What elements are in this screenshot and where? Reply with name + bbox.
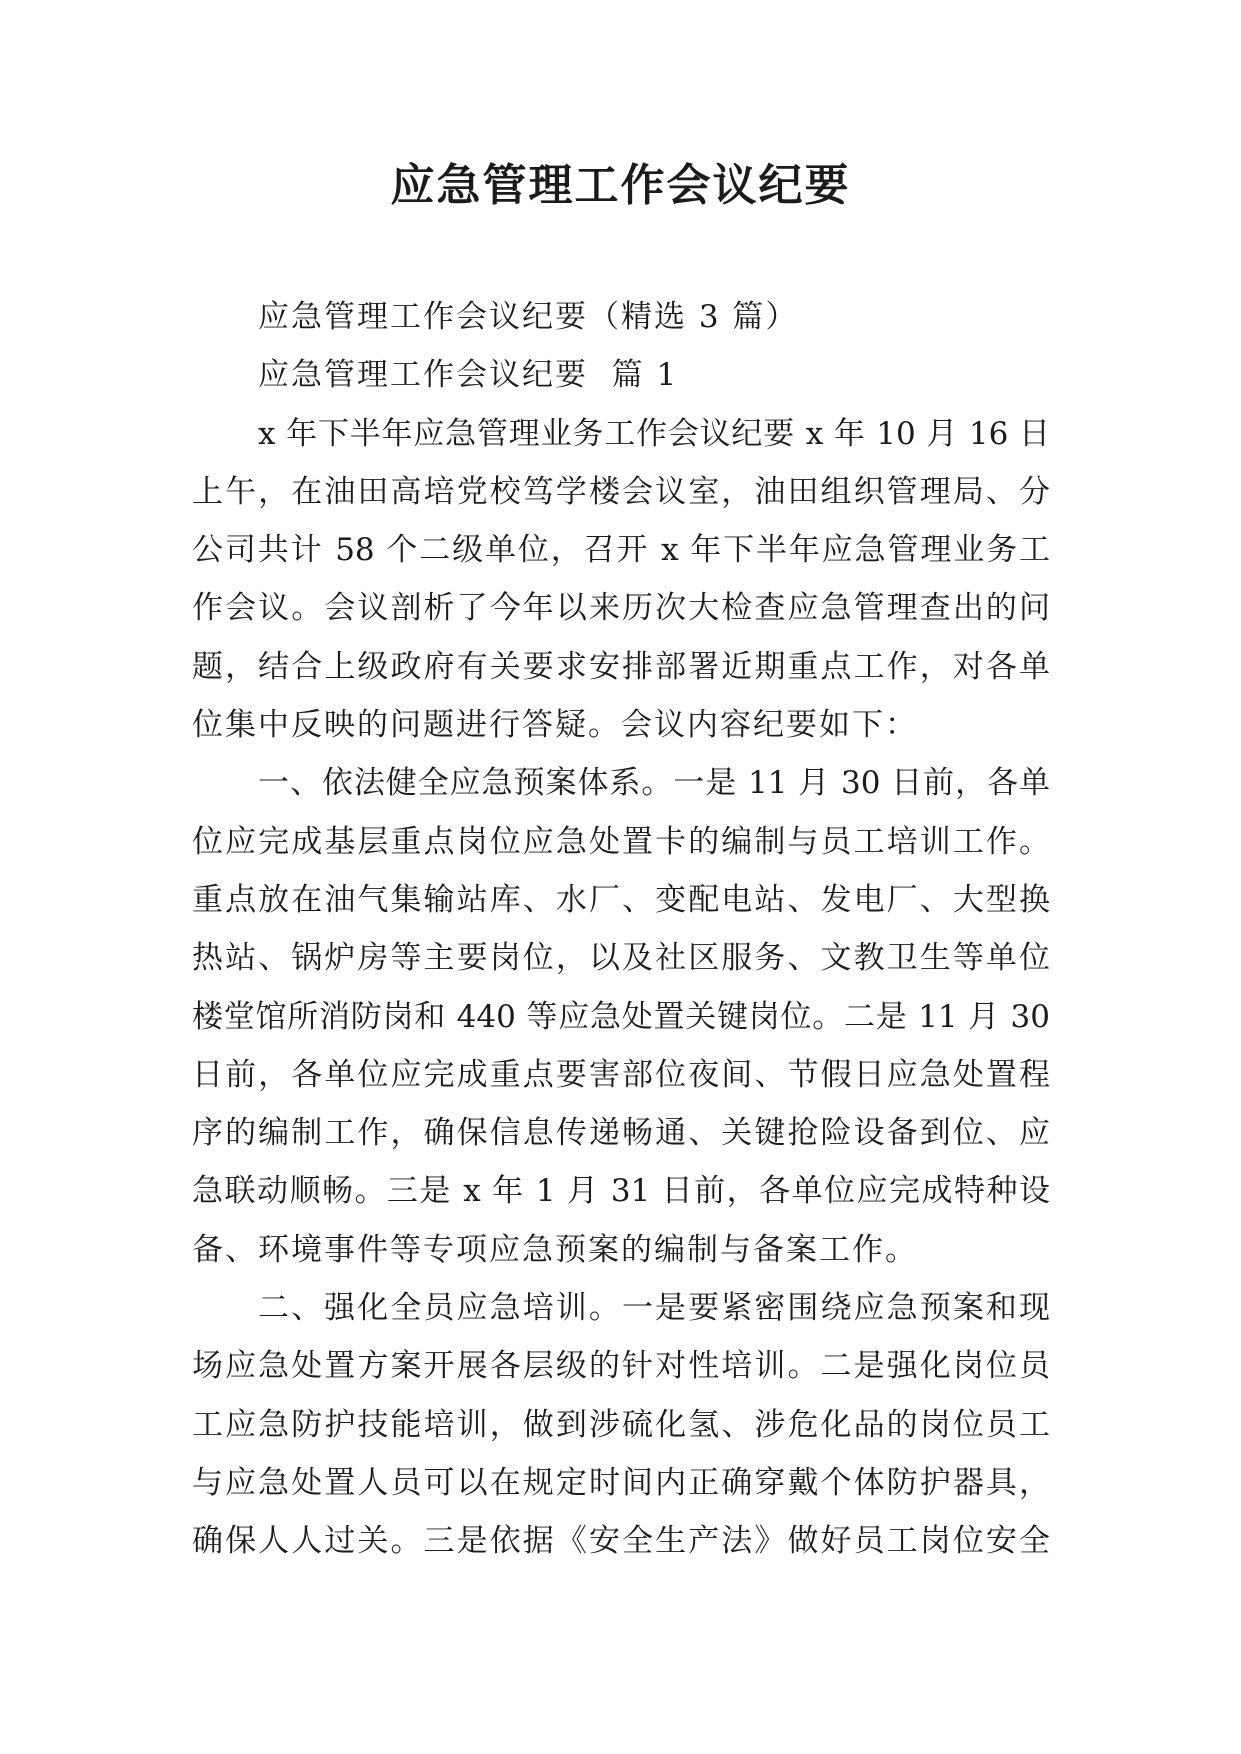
text-line: 公司共计 58 个二级单位，召开 x 年下半年应急管理业务工 [192,532,1050,569]
text-line: 与应急处置人员可以在规定时间内正确穿戴个体防护器具， [192,1464,1050,1501]
text-line: 位应完成基层重点岗位应急处置卡的编制与员工培训工作。 [192,823,1050,860]
text-line: 日前，各单位应完成重点要害部位夜间、节假日应急处置程 [192,1056,1050,1093]
text-line: 位集中反映的问题进行答疑。会议内容纪要如下： [192,707,918,744]
text-line: x 年下半年应急管理业务工作会议纪要 x 年 10 月 16 日 [258,415,1050,452]
paragraph [192,405,1050,755]
text-line: 序的编制工作，确保信息传递畅通、关键抢险设备到位、应 [192,1115,1050,1152]
document-title: 应急管理工作会议纪要 [390,160,851,211]
text-line: 作会议。会议剖析了今年以来历次大检查应急管理查出的问 [192,590,1050,627]
paragraph [192,288,1050,346]
document-body [192,288,1050,1571]
paragraph [192,346,1050,404]
text-line: 题，结合上级政府有关要求安排部署近期重点工作，对各单 [192,648,1050,685]
text-line: 确保人人过关。三是依据《安全生产法》做好员工岗位安全 [192,1523,1050,1560]
text-line: 一、依法健全应急预案体系。一是 11 月 30 日前，各单 [258,765,1050,802]
text-line: 上午，在油田高培党校笃学楼会议室，油田组织管理局、分 [192,473,1050,510]
text-line: 工应急防护技能培训，做到涉硫化氢、涉危化品的岗位员工 [192,1406,1050,1443]
text-line: 场应急处置方案开展各层级的针对性培训。二是强化岗位员 [192,1348,1050,1385]
text-line: 二、强化全员应急培训。一是要紧密围绕应急预案和现 [258,1290,1050,1327]
text-line: 热站、锅炉房等主要岗位，以及社区服务、文教卫生等单位 [192,940,1050,977]
text-line: 重点放在油气集输站库、水厂、变配电站、发电厂、大型换 [192,881,1050,918]
text-line: 应急管理工作会议纪要（精选 3 篇） [258,299,799,335]
text-line: 应急管理工作会议纪要 篇 1 [258,357,679,394]
text-line: 备、环境事件等专项应急预案的编制与备案工作。 [192,1231,918,1268]
text-line: 楼堂馆所消防岗和 440 等应急处置关键岗位。二是 11 月 30 [192,998,1050,1035]
paragraph [192,1279,1050,1570]
paragraph [192,754,1050,1279]
text-line: 急联动顺畅。三是 x 年 1 月 31 日前，各单位应完成特种设 [192,1173,1050,1210]
